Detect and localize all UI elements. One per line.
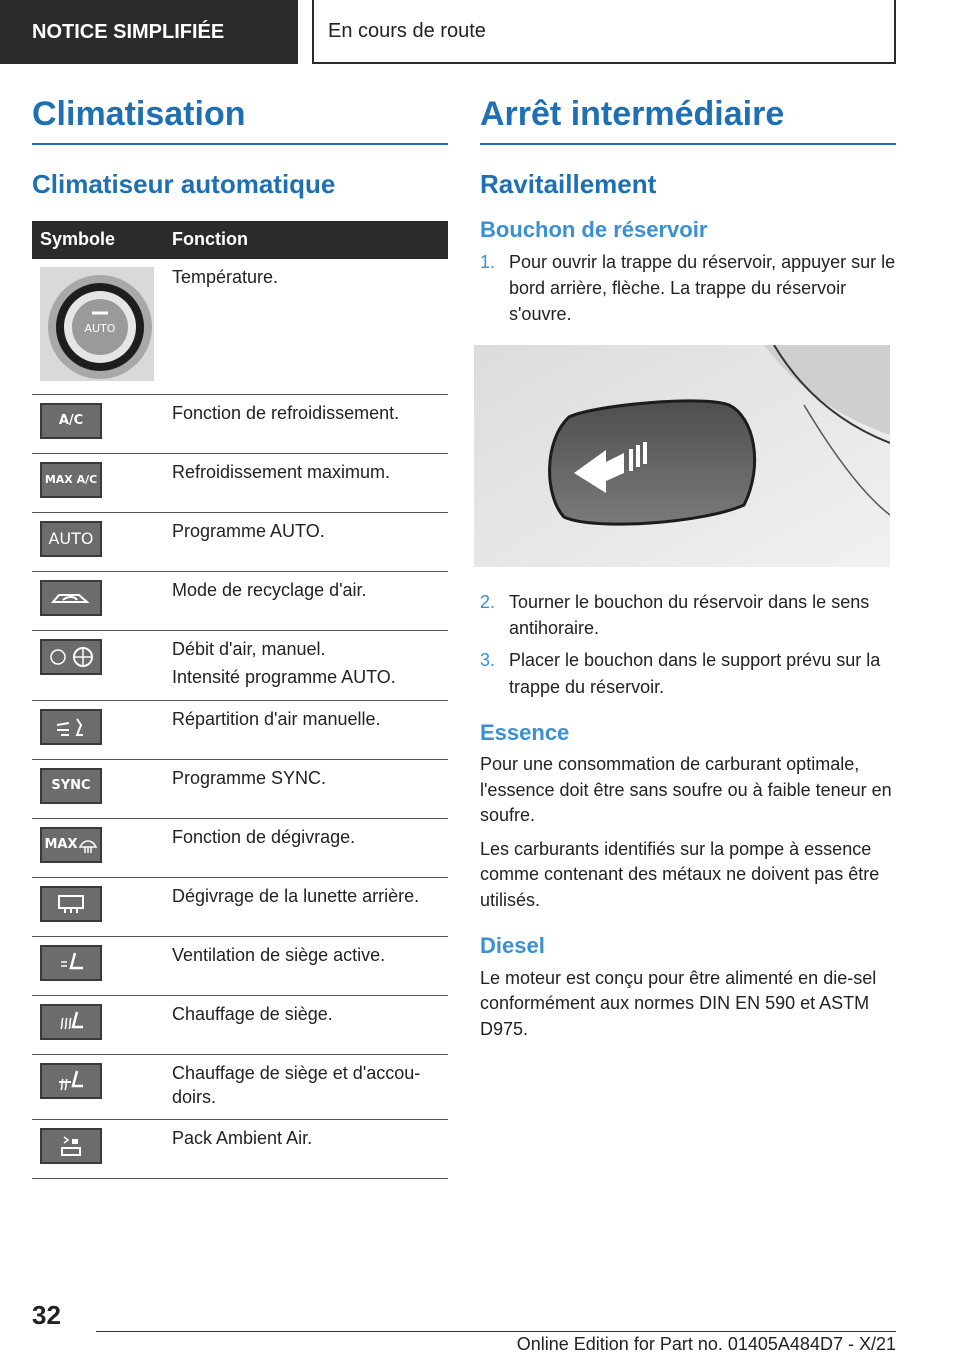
page-title-arret: Arrêt intermédiaire bbox=[480, 96, 896, 145]
footer-edition: Online Edition for Part no. 01405A484D7 - X/21 bbox=[516, 1334, 896, 1354]
table-row bbox=[32, 996, 448, 1055]
air-distribution-icon bbox=[40, 709, 102, 745]
function-text: Refroidissement maximum. bbox=[172, 462, 391, 483]
function-text: Fonction de dégivrage. bbox=[172, 827, 356, 848]
left-column bbox=[32, 96, 448, 1179]
function-text: Débit d'air, manuel. bbox=[172, 639, 326, 660]
paragraph: Pour une consommation de carburant optimale, l'essence doit être sans soufre ou à faible teneur en soufre. bbox=[480, 754, 892, 826]
table-row bbox=[32, 513, 448, 572]
page-number: 32 bbox=[32, 1300, 61, 1330]
table-row bbox=[32, 819, 448, 878]
table-row bbox=[32, 631, 448, 701]
function-text: Mode de recyclage d'air. bbox=[172, 580, 367, 601]
temperature-knob-icon bbox=[40, 267, 154, 381]
fan-speed-icon bbox=[40, 639, 102, 675]
heading-essence: Essence bbox=[480, 719, 570, 745]
step-number: 1. bbox=[480, 251, 496, 272]
subtitle-climatiseur: Climatiseur automatique bbox=[32, 169, 336, 200]
step-number: 2. bbox=[480, 592, 496, 613]
defrost-button-icon bbox=[40, 827, 102, 863]
table-row bbox=[32, 572, 448, 631]
table-row bbox=[32, 701, 448, 760]
table-row bbox=[32, 760, 448, 819]
seat-heating-icon bbox=[40, 1004, 102, 1040]
right-column bbox=[480, 96, 896, 1050]
paragraph: Les carburants identifiés sur la pompe à essence comme contenant des métaux ne doivent pas être utilisés. bbox=[480, 838, 880, 910]
function-text: Répartition d'air manuelle. bbox=[172, 709, 381, 730]
table-header-symbole: Symbole bbox=[32, 221, 164, 259]
table-row bbox=[32, 454, 448, 513]
function-text: Dégivrage de la lunette arrière. bbox=[172, 886, 420, 907]
max-ac-button-icon: MAX A/C bbox=[40, 462, 102, 498]
symbol-table bbox=[32, 221, 448, 1180]
heading-bouchon: Bouchon de réservoir bbox=[480, 216, 708, 242]
air-recirculation-icon bbox=[40, 580, 102, 616]
section-label: NOTICE SIMPLIFIÉE bbox=[32, 20, 225, 43]
paragraph: Le moteur est conçu pour être alimenté en die-sel conformément aux normes DIN EN 590 et ASTM D975. bbox=[480, 967, 877, 1039]
defrost-max-label: MAX bbox=[44, 837, 78, 853]
heading-diesel: Diesel bbox=[480, 933, 545, 959]
step-number: 3. bbox=[480, 650, 496, 671]
fuel-cap-steps bbox=[480, 249, 896, 327]
chapter-label: En cours de route bbox=[328, 19, 486, 42]
table-header-fonction: Fonction bbox=[164, 221, 448, 259]
function-text: Température. bbox=[172, 266, 279, 287]
function-text: Programme SYNC. bbox=[172, 768, 327, 789]
sync-button-icon: SYNC bbox=[40, 768, 102, 804]
function-text: Chauffage de siège. bbox=[172, 1004, 333, 1025]
footer-rule bbox=[96, 1331, 896, 1332]
table-row bbox=[32, 395, 448, 454]
ac-button-icon: A/C bbox=[40, 403, 102, 439]
list-item bbox=[480, 249, 896, 327]
table-row bbox=[32, 878, 448, 937]
rear-window-defrost-icon bbox=[40, 886, 102, 922]
auto-button-icon: AUTO bbox=[40, 521, 102, 557]
table-row bbox=[32, 1055, 448, 1120]
page-title-climatisation: Climatisation bbox=[32, 96, 448, 145]
function-text: Intensité programme AUTO. bbox=[172, 667, 396, 688]
function-text: Pack Ambient Air. bbox=[172, 1128, 313, 1149]
function-text: Programme AUTO. bbox=[172, 521, 325, 542]
function-text: Chauffage de siège et d'accou-doirs. bbox=[172, 1063, 421, 1108]
step-text: Pour ouvrir la trappe du réservoir, appuyer sur le bord arrière, flèche. La trappe du réservoir s'ouvre. bbox=[509, 251, 896, 325]
step-text: Tourner le bouchon du réservoir dans le sens antihoraire. bbox=[509, 592, 870, 639]
subtitle-ravitaillement: Ravitaillement bbox=[480, 169, 657, 200]
function-text: Fonction de refroidissement. bbox=[172, 403, 400, 424]
chapter-tab bbox=[312, 0, 896, 64]
svg-text:AUTO: AUTO bbox=[84, 321, 116, 335]
table-row bbox=[32, 937, 448, 996]
function-text: Ventilation de siège active. bbox=[172, 945, 386, 966]
table-row bbox=[32, 259, 448, 395]
fuel-cap-steps-continued bbox=[480, 589, 896, 699]
table-row bbox=[32, 1120, 448, 1179]
list-item bbox=[480, 647, 896, 699]
list-item bbox=[480, 589, 896, 641]
fuel-flap-image bbox=[474, 345, 890, 567]
seat-ventilation-icon bbox=[40, 945, 102, 981]
step-text: Placer le bouchon dans le support prévu sur la trappe du réservoir. bbox=[509, 650, 881, 697]
section-tab bbox=[0, 0, 298, 64]
seat-armrest-heating-icon bbox=[40, 1063, 102, 1099]
ambient-air-icon bbox=[40, 1128, 102, 1164]
